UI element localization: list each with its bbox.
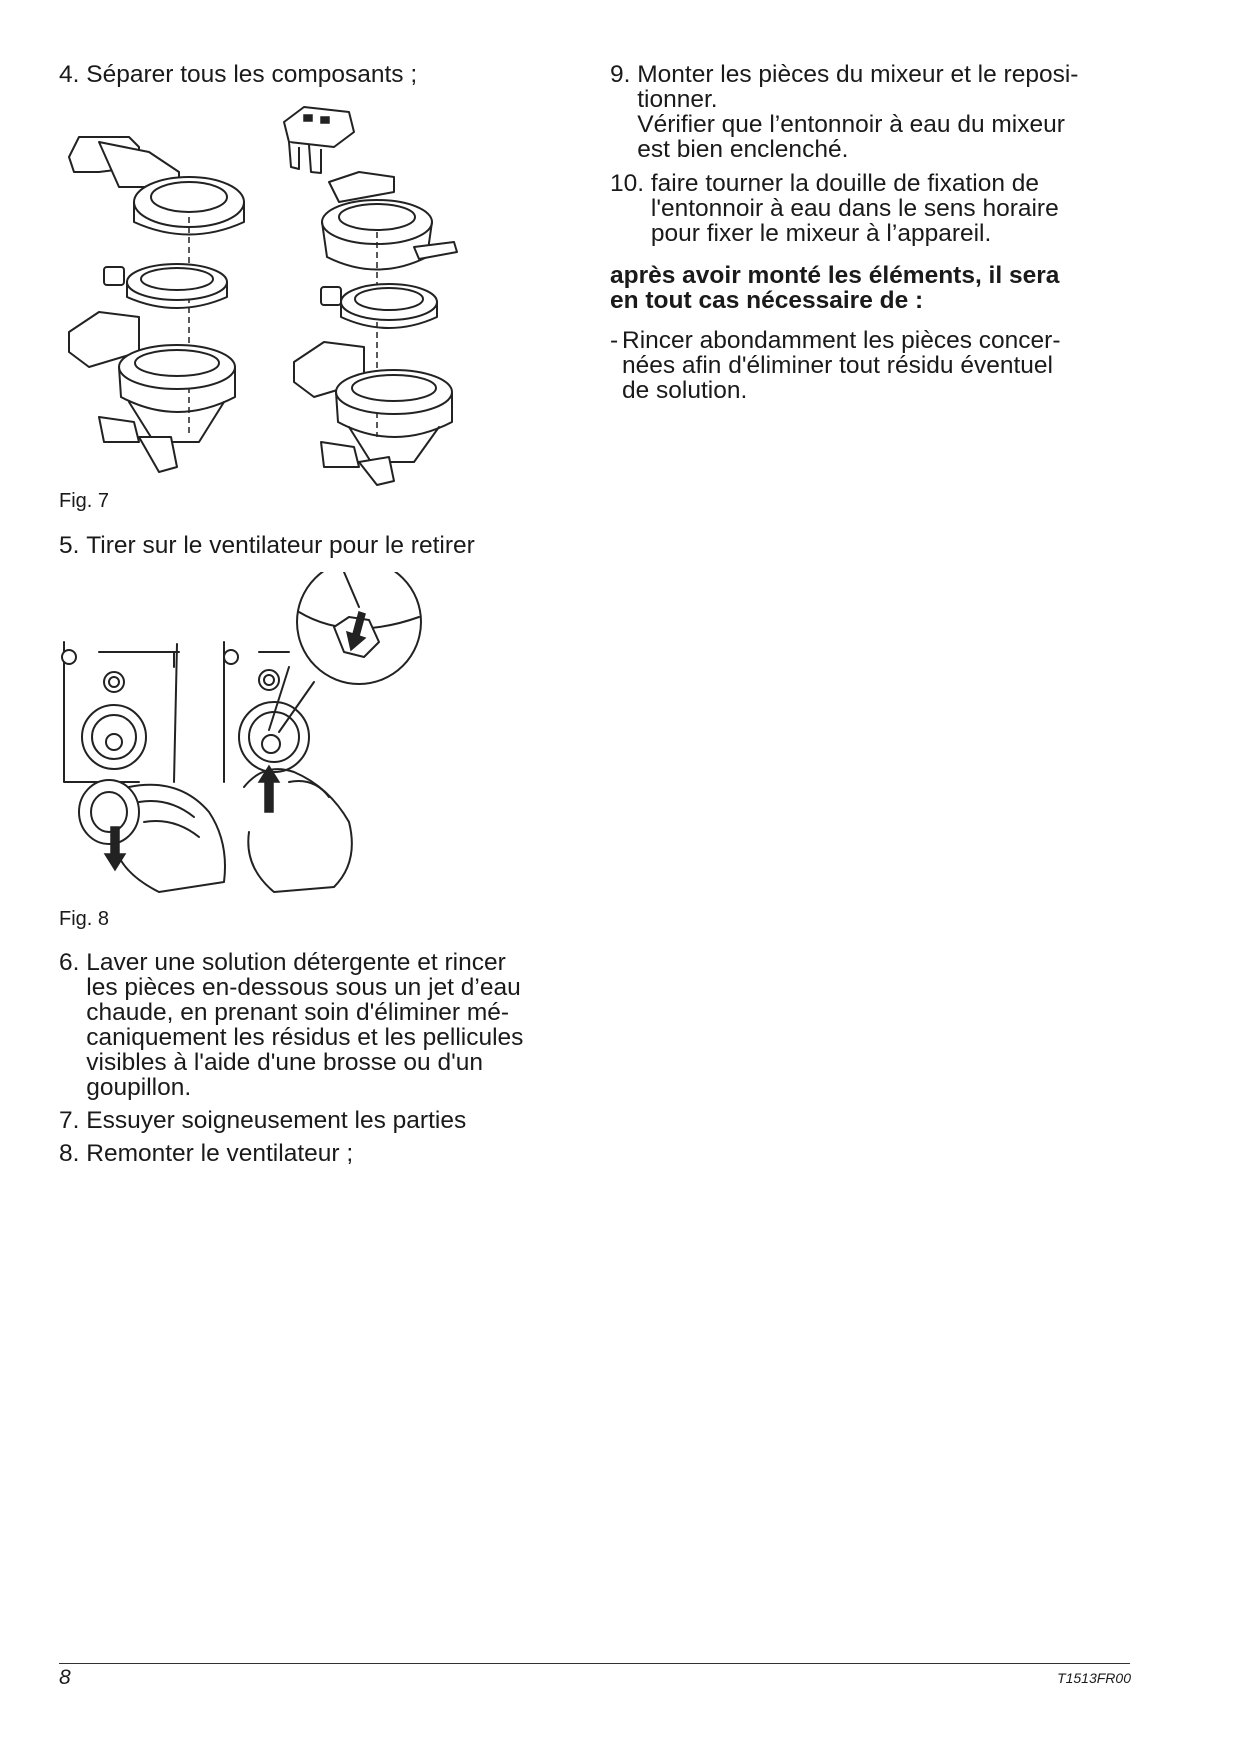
step-7-line: Essuyer soigneusement les parties (86, 1107, 467, 1134)
fig8-right-panel (224, 572, 421, 892)
step-9: 9. Monter les pièces du mixeur et le reposi- tionner. Vérifier que l’entonnoir à eau du mixeur est bien enclenché. (610, 62, 1150, 162)
step-5: 5. Tirer sur le ventilateur pour le retirer (59, 533, 579, 558)
step-4-line: Séparer tous les composants ; (86, 61, 418, 88)
bullet-line: Rincer abondamment les pièces concer- (622, 327, 1061, 354)
document-code: T1513FR00 (1057, 1670, 1131, 1686)
step-4: 4. Séparer tous les composants ; (59, 62, 579, 87)
footer-rule (59, 1663, 1130, 1664)
rinse-bullet: - Rincer abondamment les pièces concer- nées afin d'éliminer tout résidu éventuel de solution. (610, 328, 1150, 403)
step-5-line: Tirer sur le ventilateur pour le retirer (86, 532, 475, 559)
step-6-line: goupillon. (86, 1074, 192, 1101)
after-assembly-note (610, 263, 1150, 313)
step-6-line: Laver une solution détergente et rincer (86, 949, 506, 976)
step-8-line: Remonter le ventilateur ; (86, 1140, 354, 1167)
step-6-line: les pièces en-dessous sous un jet d’eau (86, 974, 521, 1001)
step-10-line: l'entonnoir à eau dans le sens horaire (650, 195, 1059, 222)
step-9-line: tionner. (637, 86, 718, 113)
step-6: 6. Laver une solution détergente et rincer les pièces en-dessous sous un jet d’eau chaude, en prenant soin d'éliminer mé- caniquement les résidus et les pellicules visibles à l'aide d'une brosse ou d'un goupillon. (59, 950, 579, 1100)
fig7-right-assembly (284, 107, 457, 485)
note-line: en tout cas nécessaire de : (610, 287, 924, 314)
left-column (59, 62, 579, 1166)
step-6-line: visibles à l'aide d'une brosse ou d'un (86, 1049, 484, 1076)
fig8-illustration (59, 572, 509, 902)
step-6-line: caniquement les résidus et les pellicules (86, 1024, 524, 1051)
page-number: 8 (59, 1666, 71, 1689)
step-10-line: pour fixer le mixeur à l’appareil. (650, 220, 992, 247)
fig7-left-assembly (69, 137, 244, 472)
step-9-line: est bien enclenché. (637, 136, 849, 163)
bullet-line: nées afin d'éliminer tout résidu éventuel (622, 352, 1053, 379)
step-6-line: chaude, en prenant soin d'éliminer mé- (86, 999, 510, 1026)
step-8: 8. Remonter le ventilateur ; (59, 1141, 579, 1166)
step-10: 10. faire tourner la douille de fixation de l'entonnoir à eau dans le sens horaire pour fixer le mixeur à l’appareil. (610, 171, 1150, 246)
step-9-line: Vérifier que l’entonnoir à eau du mixeur (637, 111, 1065, 138)
step-10-line: faire tourner la douille de fixation de (650, 170, 1040, 197)
fig7-illustration (59, 97, 509, 487)
fig8-left-panel (62, 642, 225, 892)
fig7-caption: Fig. 7 (59, 490, 110, 512)
bullet-line: de solution. (622, 377, 748, 404)
fig8-caption: Fig. 8 (59, 908, 110, 930)
note-line: après avoir monté les éléments, il sera (610, 262, 1060, 289)
step-9-line: Monter les pièces du mixeur et le reposi- (637, 61, 1079, 88)
step-7: 7. Essuyer soigneusement les parties (59, 1108, 579, 1133)
right-column (610, 62, 1150, 403)
